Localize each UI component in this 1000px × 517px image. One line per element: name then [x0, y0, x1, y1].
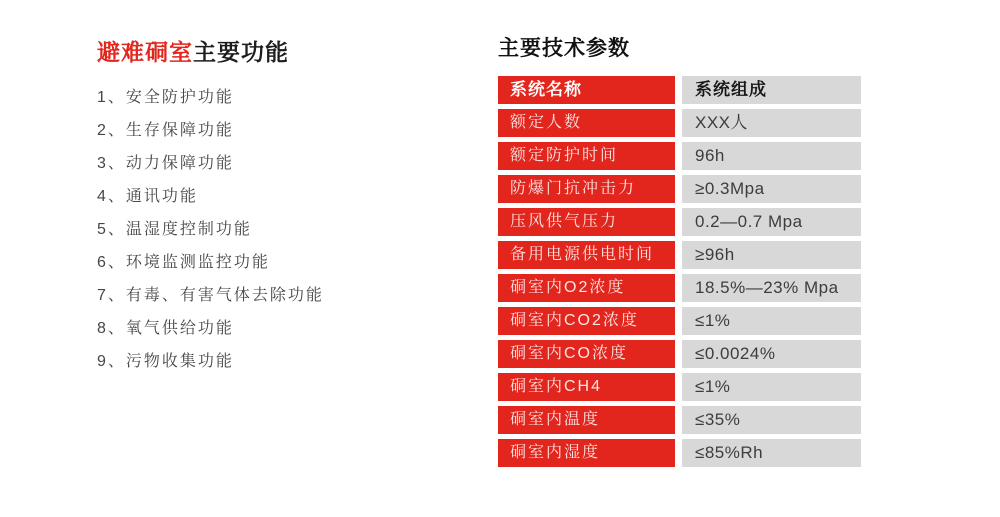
table-row — [498, 208, 861, 236]
param-name-cell: 防爆门抗冲击力 — [498, 175, 675, 203]
table-row — [498, 274, 861, 302]
param-value-cell: ≥0.3Mpa — [682, 175, 861, 203]
functions-title — [97, 36, 467, 68]
table-row — [498, 241, 861, 269]
param-name-cell: 额定防护时间 — [498, 142, 675, 170]
functions-section — [97, 36, 467, 378]
param-value-cell: 96h — [682, 142, 861, 170]
function-list-item: 3、动力保障功能 — [97, 155, 234, 172]
param-value-cell: 0.2—0.7 Mpa — [682, 208, 861, 236]
param-value-cell: ≥96h — [682, 241, 861, 269]
param-value-cell: ≤1% — [682, 307, 861, 335]
function-list-item: 9、污物收集功能 — [97, 353, 234, 370]
function-list-item: 6、环境监测监控功能 — [97, 254, 270, 271]
param-name-cell: 系统名称 — [498, 76, 675, 104]
function-list-item: 8、氧气供给功能 — [97, 320, 234, 337]
param-value-cell: 18.5%—23% Mpa — [682, 274, 861, 302]
table-row — [498, 406, 861, 434]
param-value-cell: ≤85%Rh — [682, 439, 861, 467]
function-list — [97, 81, 467, 378]
param-name-cell: 硐室内CO浓度 — [498, 340, 675, 368]
function-list-item: 1、安全防护功能 — [97, 89, 234, 106]
table-row — [498, 142, 861, 170]
table-row — [498, 109, 861, 137]
param-name-cell: 硐室内温度 — [498, 406, 675, 434]
functions-title-highlight: 避难硐室 — [97, 39, 193, 65]
functions-title-rest: 主要功能 — [193, 39, 289, 65]
param-value-cell: ≤0.0024% — [682, 340, 861, 368]
param-name-cell: 硐室内CH4 — [498, 373, 675, 401]
parameters-table — [498, 76, 861, 467]
table-row — [498, 340, 861, 368]
param-name-cell: 硐室内CO2浓度 — [498, 307, 675, 335]
function-list-item: 7、有毒、有害气体去除功能 — [97, 287, 324, 304]
table-header-row — [498, 76, 861, 104]
param-name-cell: 压风供气压力 — [498, 208, 675, 236]
table-row — [498, 307, 861, 335]
param-name-cell: 备用电源供电时间 — [498, 241, 675, 269]
table-row — [498, 373, 861, 401]
function-list-item: 5、温湿度控制功能 — [97, 221, 252, 238]
function-list-item: 2、生存保障功能 — [97, 122, 234, 139]
param-value-cell: ≤1% — [682, 373, 861, 401]
function-list-item: 4、通讯功能 — [97, 188, 198, 205]
param-value-cell: XXX人 — [682, 109, 861, 137]
param-value-cell: ≤35% — [682, 406, 861, 434]
parameters-section — [498, 36, 862, 472]
param-value-cell: 系统组成 — [682, 76, 861, 104]
param-name-cell: 硐室内O2浓度 — [498, 274, 675, 302]
parameters-title: 主要技术参数 — [498, 37, 630, 60]
param-name-cell: 额定人数 — [498, 109, 675, 137]
param-name-cell: 硐室内湿度 — [498, 439, 675, 467]
table-row — [498, 439, 861, 467]
table-row — [498, 175, 861, 203]
